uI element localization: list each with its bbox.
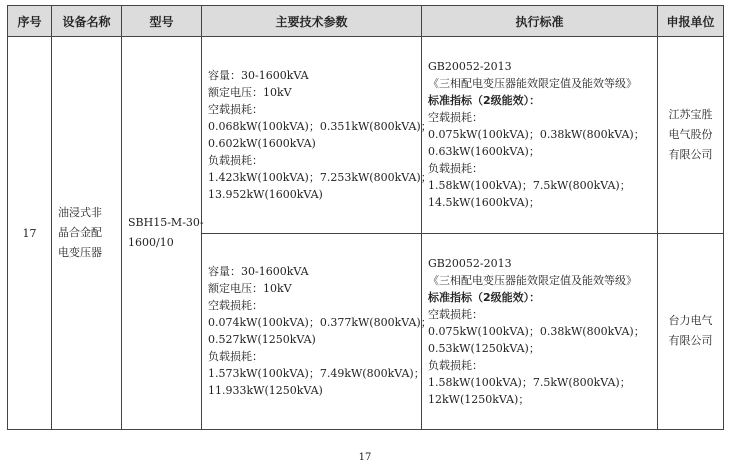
applicant-line: 有限公司 [668, 147, 713, 161]
param-line: 0.074kW(100kVA)；0.377kW(800kVA)； [208, 316, 432, 330]
standard-line: 空载损耗： [428, 307, 483, 321]
standard-cell [422, 233, 658, 430]
standard-line: 1.58kW(100kVA)；7.5kW(800kVA)； [428, 179, 631, 193]
header-main-params: 主要技术参数 [202, 6, 422, 37]
standard-line: 负载损耗： [428, 358, 483, 372]
param-line: 0.527kW(1250kVA) [208, 333, 316, 347]
params-cell [202, 37, 432, 234]
param-line: 容量：30-1600kVA [208, 265, 309, 279]
header-row [8, 6, 724, 37]
applicant-line: 台力电气 [668, 314, 713, 328]
param-line: 11.933kW(1250kVA) [208, 384, 323, 398]
param-line: 空载损耗： [208, 102, 263, 116]
standard-line: 空载损耗： [428, 111, 483, 125]
header-device-name: 设备名称 [52, 6, 122, 37]
device-name-line: 晶合金配 [58, 226, 102, 239]
applicant-line: 有限公司 [668, 334, 713, 348]
header-applicant: 申报单位 [658, 6, 724, 37]
model-line: 1600/10 [128, 236, 174, 249]
param-line: 1.573kW(100kVA)；7.49kW(800kVA)； [208, 367, 425, 381]
standard-line: 0.63kW(1600kVA)； [428, 145, 540, 159]
standard-heading: 标准指标（2级能效）： [428, 290, 541, 304]
applicant-line: 电气股份 [668, 127, 713, 141]
seq-cell: 17 [8, 37, 52, 430]
header-standard: 执行标准 [422, 6, 658, 37]
header-seq: 序号 [8, 6, 52, 37]
param-line: 负载损耗： [208, 153, 263, 167]
standard-line: 0.075kW(100kVA)；0.38kW(800kVA)； [428, 324, 645, 338]
header-model: 型号 [122, 6, 202, 37]
param-line: 容量：30-1600kVA [208, 68, 309, 82]
device-name-line: 电变压器 [58, 246, 102, 259]
standard-line: GB20052-2013 [428, 256, 512, 270]
standard-line: 12kW(1250kVA)； [428, 392, 530, 406]
equipment-table [7, 5, 724, 430]
applicant-cell [658, 233, 724, 430]
page-number: 17 [358, 452, 372, 463]
param-line: 0.068kW(100kVA)；0.351kW(800kVA)； [208, 119, 432, 133]
standard-line: 负载损耗： [428, 162, 483, 176]
param-line: 13.952kW(1600kVA) [208, 187, 323, 201]
applicant-cell [658, 37, 724, 234]
device-name-line: 油浸式非 [58, 206, 102, 219]
standard-line: 0.53kW(1250kVA)； [428, 341, 540, 355]
model-cell [122, 37, 202, 430]
param-line: 0.602kW(1600kVA) [208, 136, 316, 150]
param-line: 负载损耗： [208, 350, 263, 364]
standard-cell [422, 37, 658, 234]
standard-line: 《三相配电变压器能效限定值及能效等级》 [428, 77, 637, 91]
param-line: 额定电压：10kV [208, 85, 292, 99]
device-name-cell [52, 37, 122, 430]
param-line: 额定电压：10kV [208, 282, 292, 296]
param-line: 1.423kW(100kVA)；7.253kW(800kVA)； [208, 170, 432, 184]
standard-line: GB20052-2013 [428, 60, 512, 74]
params-cell [202, 233, 432, 430]
table-row [8, 37, 724, 234]
standard-line: 《三相配电变压器能效限定值及能效等级》 [428, 273, 637, 287]
standard-line: 14.5kW(1600kVA)； [428, 196, 540, 210]
model-line: SBH15-M-30- [128, 216, 204, 229]
param-line: 空载损耗： [208, 299, 263, 313]
applicant-line: 江苏宝胜 [668, 107, 713, 121]
standard-line: 0.075kW(100kVA)；0.38kW(800kVA)； [428, 128, 645, 142]
standard-line: 1.58kW(100kVA)；7.5kW(800kVA)； [428, 375, 631, 389]
standard-heading: 标准指标（2级能效）： [428, 94, 541, 108]
